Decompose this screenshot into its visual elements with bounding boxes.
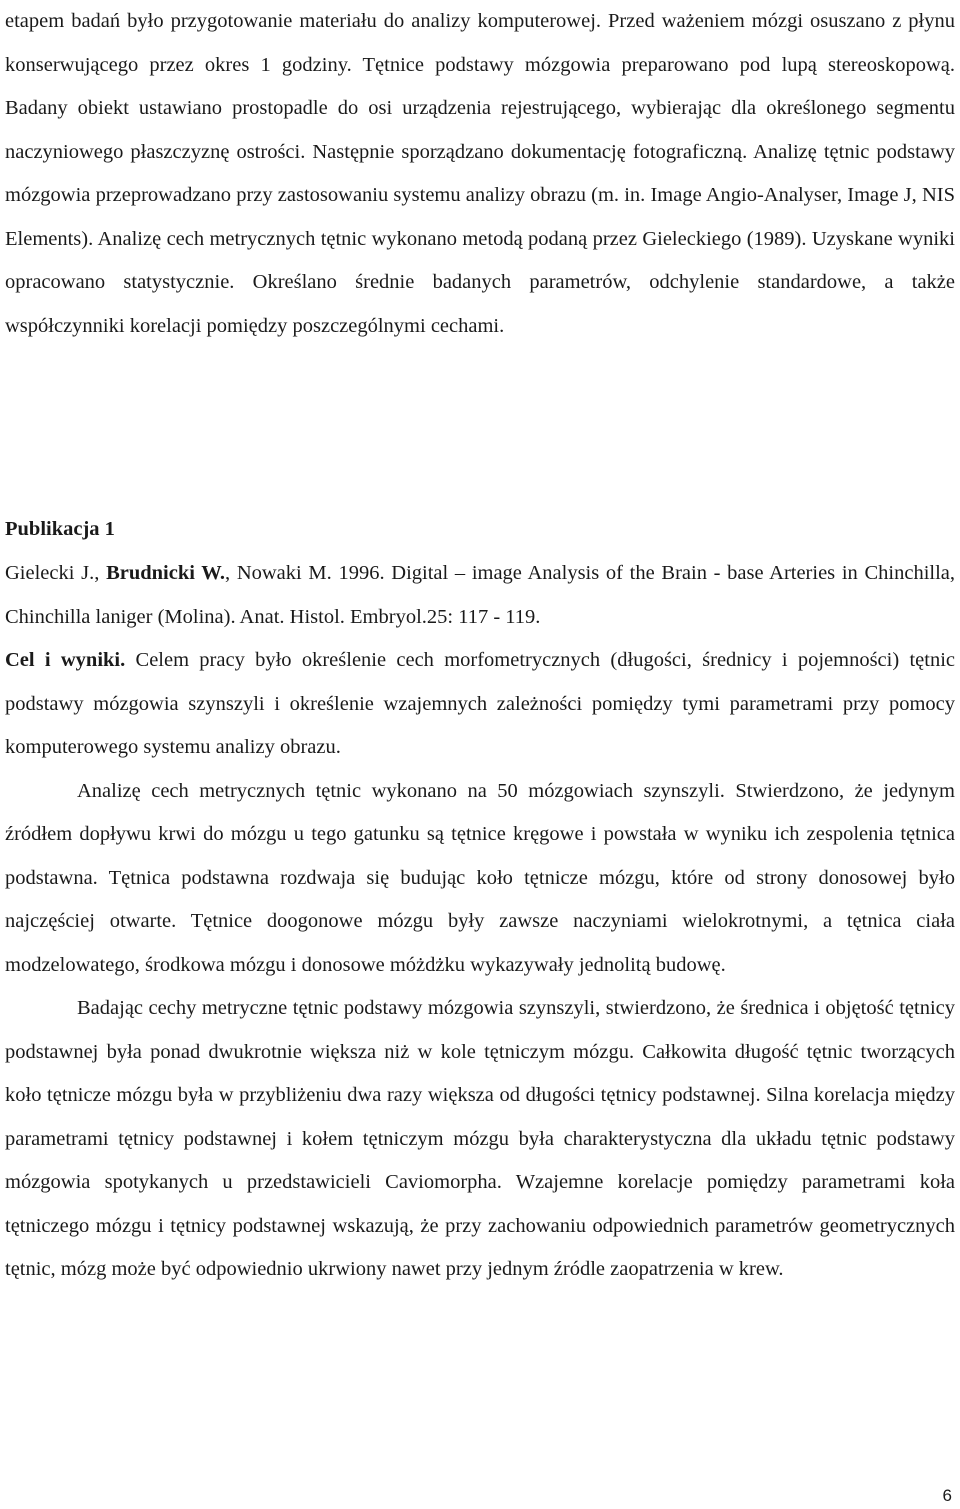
- publication-heading: Publikacja 1: [5, 518, 115, 540]
- citation: [5, 552, 955, 639]
- goal-paragraph: [5, 639, 955, 770]
- citation-rest: , Nowaki M. 1996. Digital – image Analysis of the Brain - base Arteries in Chinchilla, Chinchilla laniger (Molina). Anat. Histol. Embryol.25: 117 - 119.: [5, 562, 956, 628]
- goal-label: Cel i wyniki.: [5, 649, 126, 671]
- citation-author-1: Gielecki J.,: [5, 562, 100, 584]
- publication-block: [5, 552, 955, 1292]
- goal-text: Celem pracy było określenie cech morfometrycznych (długości, średnicy i pojemności) tętnic podstawy mózgowia szynszyli i określenie wzajemnych zależności pomiędzy tymi parametrami przy pomocy komputerowego systemu analizy obrazu.: [5, 649, 955, 758]
- intro-paragraph: etapem badań było przygotowanie materiału do analizy komputerowej. Przed ważeniem mózgi osuszano z płynu konserwującego przez okres 1 godziny. Tętnice podstawy mózgowia preparowano pod lupą stereoskopową. Badany obiekt ustawiano prostopadle do osi urządzenia rejestrującego, wybierając dla określonego segmentu naczyniowego płaszczyznę ostrości. Następnie sporządzano dokumentację fotograficzną. Analizę tętnic podstawy mózgowia przeprowadzano przy zastosowaniu systemu analizy obrazu (m. in. Image Angio-Analyser, Image J, NIS Elements). Analizę cech metrycznych tętnic wykonano metodą podaną przez Gieleckiego (1989). Uzyskane wyniki opracowano statystycznie. Określano średnie badanych parametrów, odchylenie standardowe, a także współczynniki korelacji pomiędzy poszczególnymi cechami.: [5, 10, 955, 337]
- citation-author-highlighted: Brudnicki W.: [106, 562, 225, 584]
- results-paragraph-1: Analizę cech metrycznych tętnic wykonano na 50 mózgowiach szynszyli. Stwierdzono, że jedynym źródłem dopływu krwi do mózgu u tego gatunku są tętnice kręgowe i powstała w wyniku ich zespolenia tętnica podstawna. Tętnica podstawna rozdwaja się budując koło tętnicze mózgu, które od strony donosowej było najczęściej otwarte. Tętnice doogonowe mózgu były zawsze naczyniami wielokrotnymi, a tętnica ciała modzelowatego, środkowa mózgu i donosowe móżdżku wykazywały jednolitą budowę.: [5, 779, 955, 976]
- page-number: 6: [942, 1486, 952, 1505]
- results-paragraph-2: Badając cechy metryczne tętnic podstawy mózgowia szynszyli, stwierdzono, że średnica i objętość tętnicy podstawnej była ponad dwukrotnie większa niż w kole tętniczym mózgu. Całkowita długość tętnic tworzących koło tętnicze mózgu była w przybliżeniu dwa razy większa od długości tętnicy podstawnej. Silna korelacja między parametrami tętnicy podstawnej i kołem tętniczym mózgu była charakterystyczna dla układu tętnic podstawy mózgowia spotykanych u przedstawicieli Caviomorpha. Wzajemne korelacje pomiędzy parametrami koła tętniczego mózgu i tętnicy podstawnej wskazują, że przy zachowaniu odpowiednich parametrów geometrycznych tętnic, mózg może być odpowiednio ukrwiony nawet przy jednym źródle zaopatrzenia w krew.: [5, 997, 955, 1280]
